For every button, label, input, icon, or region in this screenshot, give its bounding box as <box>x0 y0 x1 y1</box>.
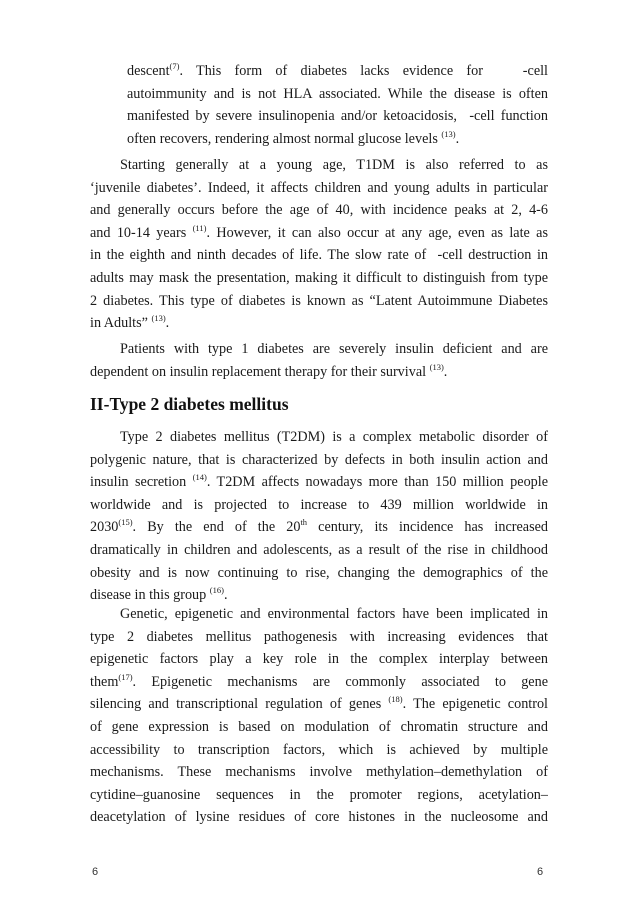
text-line: silencing and transcriptional regulation of genes $^{(18)}$. The epigenetic control <box>90 694 548 713</box>
text-line: autoimmunity and is not HLA associated. While the disease is often <box>127 85 548 102</box>
text-line: Patients with type 1 diabetes are severely insulin deficient and are <box>120 341 548 357</box>
text-line: of gene expression is based on modulation of chromatin structure and <box>90 718 548 735</box>
text-line: often recovers, rendering almost normal glucose levels $^{(13)}$. <box>127 128 460 147</box>
text-line: accessibility to transcription factors, which is achieved by multiple <box>90 741 548 758</box>
section-heading: II-Type 2 diabetes mellitus <box>90 394 289 414</box>
text-line: ‘juvenile diabetes’. Indeed, it affects children and young adults in particular <box>90 179 548 196</box>
text-line: deacetylation of lysine residues of core histones in the nucleosome and <box>90 809 548 826</box>
text-line: manifested by severe insulinopenia and/or ketoacidosis, -cell function <box>127 108 548 125</box>
paragraph-t2dm-definition <box>90 426 548 607</box>
text-line: in the eighth and ninth decades of life. The slow rate of -cell destruction in <box>90 247 548 264</box>
paragraph-epigenetic <box>90 603 548 829</box>
text-line: type 2 diabetes mellitus pathogenesis with increasing evidences that <box>90 628 548 645</box>
text-line: worldwide and is projected to increase to 439 million worldwide in <box>90 496 548 513</box>
text-line: epigenetic factors play a key role in the complex interplay between <box>90 651 548 668</box>
text-line: 2 diabetes. This type of diabetes is known as “Latent Autoimmune Diabetes <box>90 292 548 309</box>
paragraph-insulin-deficient <box>90 338 548 383</box>
page-number-right: 6 <box>537 866 544 878</box>
text-line: obesity and is now continuing to rise, changing the demographics of the <box>90 564 548 581</box>
text-line: them$^{(17)}$. Epigenetic mechanisms are commonly associated to gene <box>90 671 548 690</box>
page-number-left: 6 <box>92 866 99 878</box>
text-line: in Adults” $^{(13)}$. <box>90 313 170 332</box>
text-line: dramatically in children and adolescents, as a result of the rise in childhood <box>90 541 548 558</box>
text-line: cytidine–guanosine sequences in the promoter regions, acetylation– <box>90 786 548 803</box>
text-line: dependent on insulin replacement therapy for their survival $^{(13)}$. <box>90 361 448 380</box>
text-line: mechanisms. These mechanisms involve methylation–demethylation of <box>90 764 548 781</box>
text-line: insulin secretion $^{(14)}$. T2DM affects nowadays more than 150 million people <box>90 472 548 491</box>
text-line: polygenic nature, that is characterized by defects in both insulin action and <box>90 451 548 468</box>
text-line: and 10-14 years $^{(11)}$. However, it can also occur at any age, even as late as <box>90 222 548 241</box>
text-line: 2030$^{(15)}$. By the end of the 20th century, its incidence has increased <box>90 517 548 536</box>
text-line: Genetic, epigenetic and environmental factors have been implicated in <box>120 606 548 622</box>
text-line: Type 2 diabetes mellitus (T2DM) is a complex metabolic disorder of <box>120 429 548 445</box>
text-line: disease in this group $^{(16)}$. <box>90 585 228 604</box>
indented-paragraph <box>127 60 548 150</box>
text-line: adults may mask the presentation, making it difficult to distinguish from type <box>90 269 548 286</box>
text-line: descent$^{(7)}$. This form of diabetes lacks evidence for -cell <box>127 61 548 79</box>
paragraph-t1dm-age <box>90 154 548 335</box>
text-line: and generally occurs before the age of 40, with incidence peaks at 2, 4-6 <box>90 202 548 219</box>
text-line: Starting generally at a young age, T1DM is also referred to as <box>120 157 548 173</box>
